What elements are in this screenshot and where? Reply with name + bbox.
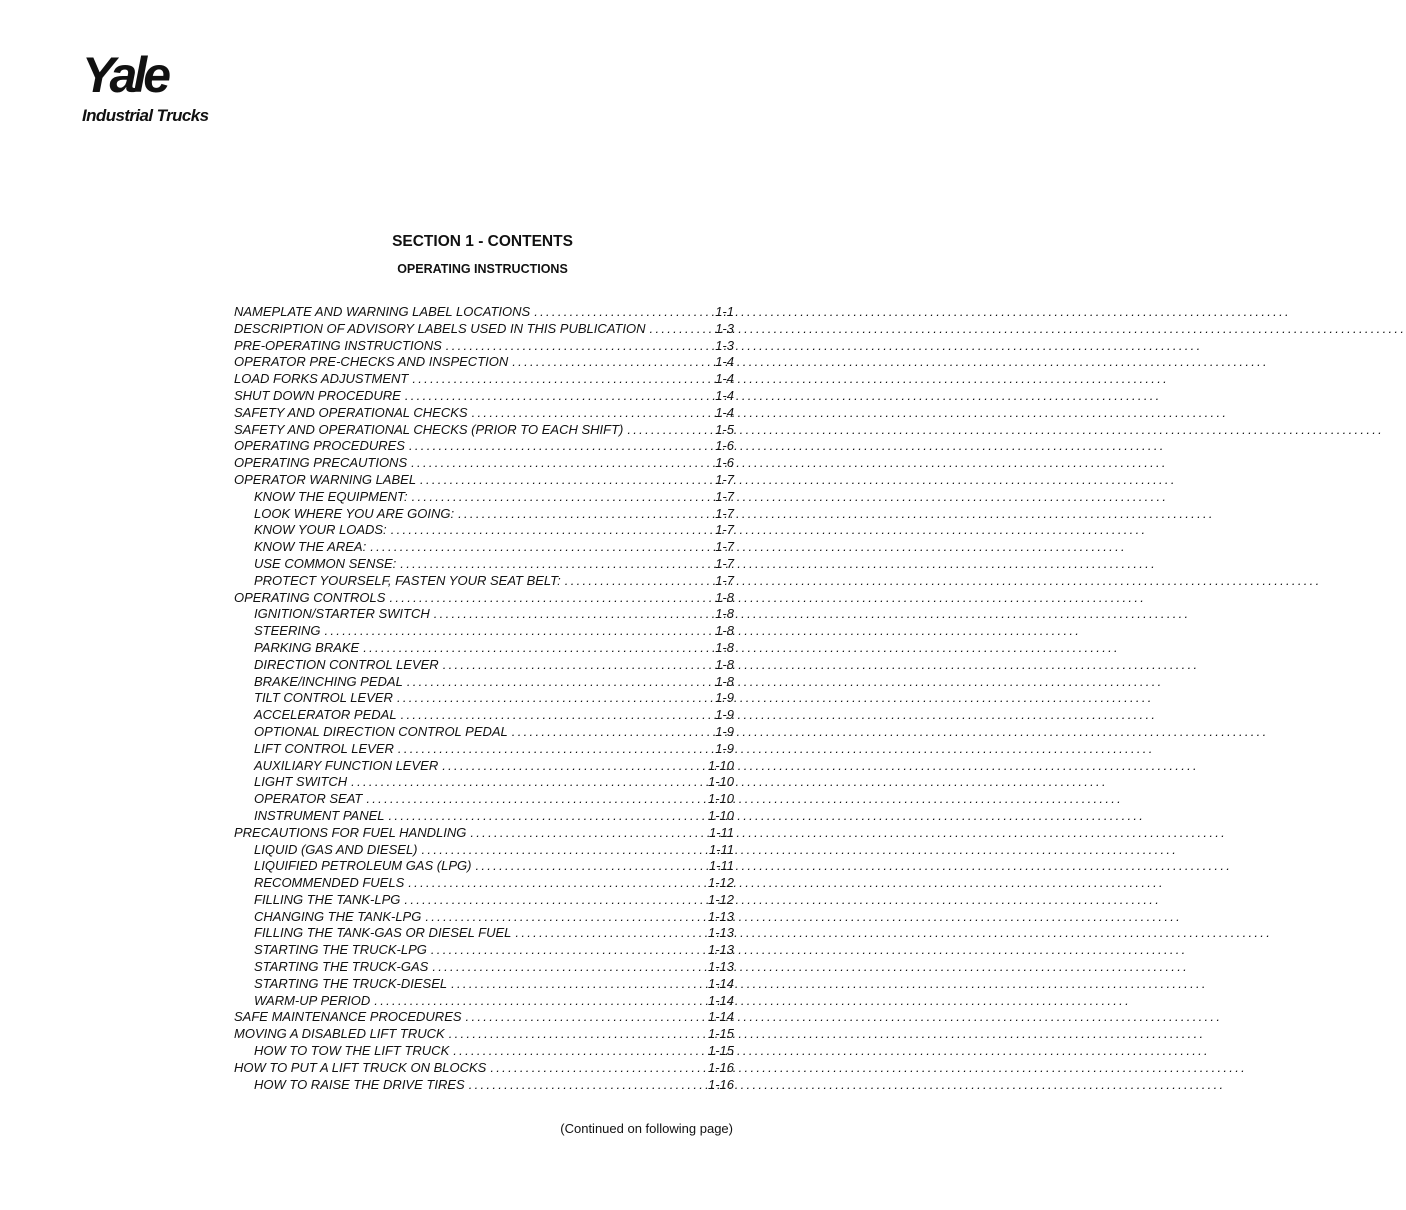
toc-entry [234, 506, 734, 523]
dot-leader [466, 1009, 688, 1026]
dot-leader [422, 842, 689, 859]
dot-leader [351, 774, 688, 791]
dot-leader [407, 674, 688, 691]
toc-entry-label: LOOK WHERE YOU ARE GOING: [254, 505, 455, 521]
dot-leader [411, 455, 688, 472]
dot-leader [627, 422, 688, 439]
toc-entry-label: INSTRUMENT PANEL [254, 807, 385, 823]
toc-entry-page: 1-8 [715, 673, 734, 689]
toc-entry [234, 925, 734, 942]
dot-leader [404, 892, 688, 909]
toc-entry [234, 590, 734, 607]
toc-entry [234, 842, 734, 859]
logo-brand: Yale [82, 47, 168, 103]
dot-leader [389, 590, 688, 607]
toc-entry-label: PRECAUTIONS FOR FUEL HANDLING [234, 824, 467, 840]
toc-entry-label: USE COMMON SENSE: [254, 555, 397, 571]
toc-entry-label: HOW TO RAISE THE DRIVE TIRES [254, 1076, 465, 1092]
dot-leader [565, 573, 688, 590]
toc-entry [234, 707, 734, 724]
dot-leader [650, 321, 688, 338]
dot-leader [449, 1026, 688, 1043]
dot-leader [458, 506, 688, 523]
toc-entry-page: 1-11 [708, 858, 734, 874]
dot-leader [412, 489, 688, 506]
toc-entry-page: 1-10 [707, 807, 734, 823]
dot-leader [401, 707, 688, 724]
continued-note: (Continued on following page) [560, 1121, 733, 1136]
toc-entry-page: 1-9 [715, 723, 734, 739]
dot-leader [443, 657, 688, 674]
dot-leader [398, 741, 688, 758]
dot-leader [475, 858, 688, 875]
toc-entry [234, 993, 734, 1010]
toc-entry-page: 1-14 [707, 992, 734, 1008]
toc-entry-page: 1-9 [715, 690, 734, 706]
toc-entry-label: STEERING [254, 623, 321, 639]
toc-entry-label: TILT CONTROL LEVER [254, 690, 393, 706]
toc-entry [234, 690, 734, 707]
toc-entry [234, 623, 734, 640]
toc-entry [234, 556, 734, 573]
toc-entry-label: OPTIONAL DIRECTION CONTROL PEDAL [254, 723, 508, 739]
toc-entry [234, 892, 734, 909]
toc-entry-page: 1-13 [707, 925, 734, 941]
toc-entry-page: 1-7 [715, 539, 734, 555]
toc-entry-label: MOVING A DISABLED LIFT TRUCK [234, 1026, 445, 1042]
toc-entry-label: OPERATOR SEAT [254, 791, 363, 807]
dot-leader [412, 371, 688, 388]
dot-leader [389, 808, 689, 825]
toc-entry-label: LIFT CONTROL LEVER [254, 740, 394, 756]
toc-entry-label: ACCELERATOR PEDAL [254, 707, 397, 723]
dot-leader [442, 758, 688, 775]
toc-entry-page: 1-3 [715, 337, 734, 353]
toc-entry [234, 657, 734, 674]
toc-entry [234, 1043, 734, 1060]
toc-entry [234, 388, 734, 405]
toc-entry [234, 808, 734, 825]
toc-entry-label: LIQUID (GAS AND DIESEL) [254, 841, 418, 857]
toc-entry [234, 640, 734, 657]
toc-entry-page: 1-1 [715, 304, 734, 319]
dot-leader [397, 690, 688, 707]
dot-leader [420, 472, 688, 489]
toc-entry-page: 1-11 [708, 824, 734, 840]
toc-entry [234, 774, 734, 791]
toc-entry [234, 825, 734, 842]
toc-entry-label: SAFETY AND OPERATIONAL CHECKS [234, 404, 468, 420]
toc-entry [234, 371, 734, 388]
dot-leader [425, 909, 688, 926]
toc-entry [234, 791, 734, 808]
toc-entry-label: STARTING THE TRUCK-LPG [254, 942, 427, 958]
toc-entry [234, 489, 734, 506]
toc-entry-label: HOW TO TOW THE LIFT TRUCK [254, 1043, 450, 1059]
toc-entry-page: 1-13 [707, 942, 734, 958]
toc-entry-label: KNOW THE AREA: [254, 539, 367, 555]
toc-entry-label: PARKING BRAKE [254, 639, 360, 655]
toc-entry [234, 741, 734, 758]
toc-entry-label: STARTING THE TRUCK-GAS [254, 959, 429, 975]
dot-leader [490, 1060, 688, 1077]
toc-entry-page: 1-15 [707, 1043, 734, 1059]
toc-entry-label: NAMEPLATE AND WARNING LABEL LOCATIONS [234, 304, 531, 319]
toc-entry [234, 472, 734, 489]
dot-leader [409, 438, 688, 455]
toc-entry-page: 1-4 [715, 387, 734, 403]
dot-leader [453, 1043, 688, 1060]
toc-entry [234, 606, 734, 623]
toc-entry-page: 1-10 [707, 757, 734, 773]
dot-leader [405, 388, 688, 405]
yale-logo [82, 46, 208, 126]
dot-leader [434, 606, 688, 623]
toc-entry-page: 1-16 [707, 1059, 734, 1075]
toc-entry-page: 1-8 [715, 623, 734, 639]
toc-entry-page: 1-9 [715, 740, 734, 756]
toc-entry [234, 858, 734, 875]
toc-entry-page: 1-15 [707, 1026, 734, 1042]
toc-entry-page: 1-7 [715, 522, 734, 538]
toc-entry-label: LIQUIFIED PETROLEUM GAS (LPG) [254, 858, 472, 874]
toc-entry [234, 1077, 734, 1094]
dot-leader [512, 354, 688, 371]
toc-entry-label: AUXILIARY FUNCTION LEVER [254, 757, 439, 773]
toc-entry-label: FILLING THE TANK-LPG [254, 891, 401, 907]
toc-entry-page: 1-8 [715, 656, 734, 672]
toc-entry-label: OPERATOR WARNING LABEL [234, 471, 417, 487]
dot-leader [534, 304, 688, 321]
dot-leader [432, 959, 688, 976]
toc-entry-label: RECOMMENDED FUELS [254, 875, 405, 891]
dot-leader [374, 993, 688, 1010]
toc-entry [234, 942, 734, 959]
toc-entry-label: SHUT DOWN PROCEDURE [234, 387, 401, 403]
toc-entry [234, 724, 734, 741]
toc-entry [234, 354, 734, 371]
toc-entry-page: 1-7 [715, 555, 734, 571]
toc-entry-page: 1-4 [715, 354, 734, 370]
toc-entry-label: DIRECTION CONTROL LEVER [254, 656, 439, 672]
dot-leader [431, 942, 688, 959]
toc-entry-label: FILLING THE TANK-GAS OR DIESEL FUEL [254, 925, 512, 941]
toc-entry-page: 1-10 [707, 774, 734, 790]
toc-entry-label: PROTECT YOURSELF, FASTEN YOUR SEAT BELT: [254, 572, 561, 588]
logo-subtitle: Industrial Trucks [82, 106, 209, 125]
dot-leader [324, 623, 688, 640]
toc-entry-page: 1-6 [715, 438, 734, 454]
toc-entry-label: IGNITION/STARTER SWITCH [254, 606, 430, 622]
toc-entry-page: 1-7 [715, 505, 734, 521]
toc-entry-label: OPERATING PRECAUTIONS [234, 455, 408, 471]
dot-leader [408, 875, 688, 892]
toc-entry-page: 1-5 [715, 421, 734, 437]
toc-entry-page: 1-16 [707, 1076, 734, 1092]
toc-entry [234, 522, 734, 539]
toc-entry-page: 1-13 [707, 959, 734, 975]
toc-entry [234, 455, 734, 472]
toc-entry-label: HOW TO PUT A LIFT TRUCK ON BLOCKS [234, 1059, 487, 1075]
dot-leader [469, 1077, 688, 1094]
toc-entry-page: 1-7 [715, 488, 734, 504]
toc-entry [234, 875, 734, 892]
toc-entry-page: 1-8 [715, 639, 734, 655]
toc-entry-page: 1-7 [715, 572, 734, 588]
toc-entry [234, 304, 734, 321]
toc-entry-page: 1-4 [715, 371, 734, 387]
toc-entry-page: 1-8 [715, 589, 734, 605]
toc-entry [234, 758, 734, 775]
section-title: SECTION 1 - CONTENTS [392, 233, 573, 250]
toc-entry-page: 1-8 [715, 606, 734, 622]
dot-leader [391, 522, 688, 539]
toc-entry-page: 1-13 [707, 908, 734, 924]
toc-entry-page: 1-14 [707, 975, 734, 991]
toc-entry-page: 1-6 [715, 455, 734, 471]
toc-entry-page: 1-11 [708, 841, 734, 857]
toc-entry-label: LOAD FORKS ADJUSTMENT [234, 371, 409, 387]
dot-leader [366, 791, 688, 808]
toc-entry [234, 909, 734, 926]
toc-entry [234, 976, 734, 993]
toc-entry-label: LIGHT SWITCH [254, 774, 348, 790]
toc-entry-label: SAFE MAINTENANCE PROCEDURES [234, 1009, 462, 1025]
toc-entry-page: 1-9 [715, 707, 734, 723]
toc-entry-page: 1-12 [707, 875, 734, 891]
dot-leader [512, 724, 688, 741]
toc-entry [234, 539, 734, 556]
toc-entry-label: WARM-UP PERIOD [254, 992, 371, 1008]
toc-entry [234, 321, 734, 338]
toc-entry-page: 1-10 [707, 791, 734, 807]
toc-entry-label: BRAKE/INCHING PEDAL [254, 673, 403, 689]
toc-entry [234, 959, 734, 976]
dot-leader [472, 405, 688, 422]
toc-entry [234, 438, 734, 455]
toc-entry [234, 338, 734, 355]
toc-entry-label: OPERATING PROCEDURES [234, 438, 405, 454]
section-subtitle: OPERATING INSTRUCTIONS [397, 262, 568, 276]
toc-entry-label: STARTING THE TRUCK-DIESEL [254, 975, 448, 991]
toc-entry [234, 1009, 734, 1026]
dot-leader [470, 825, 688, 842]
toc-entry-label: KNOW THE EQUIPMENT: [254, 488, 408, 504]
dot-leader [515, 925, 688, 942]
toc-entry-page: 1-7 [715, 471, 734, 487]
toc-entry [234, 422, 734, 439]
toc-entry-label: PRE-OPERATING INSTRUCTIONS [234, 337, 442, 353]
table-of-contents [234, 304, 734, 1093]
toc-entry [234, 674, 734, 691]
toc-entry-label: KNOW YOUR LOADS: [254, 522, 387, 538]
toc-entry [234, 1060, 734, 1077]
dot-leader [370, 539, 688, 556]
toc-entry [234, 405, 734, 422]
dot-leader [451, 976, 688, 993]
toc-entry-page: 1-14 [707, 1009, 734, 1025]
toc-entry-label: OPERATING CONTROLS [234, 589, 386, 605]
toc-entry [234, 1026, 734, 1043]
toc-entry [234, 573, 734, 590]
dot-leader [400, 556, 688, 573]
toc-entry-page: 1-12 [707, 891, 734, 907]
toc-entry-label: CHANGING THE TANK-LPG [254, 908, 422, 924]
toc-entry-label: SAFETY AND OPERATIONAL CHECKS (PRIOR TO EACH SHIFT) [234, 421, 624, 437]
toc-entry-page: 1-4 [715, 404, 734, 420]
dot-leader [446, 338, 688, 355]
toc-entry-label: OPERATOR PRE-CHECKS AND INSPECTION [234, 354, 509, 370]
toc-entry-label: DESCRIPTION OF ADVISORY LABELS USED IN THIS PUBLICATION [234, 320, 646, 336]
toc-entry-page: 1-3 [715, 320, 734, 336]
dot-leader [363, 640, 688, 657]
